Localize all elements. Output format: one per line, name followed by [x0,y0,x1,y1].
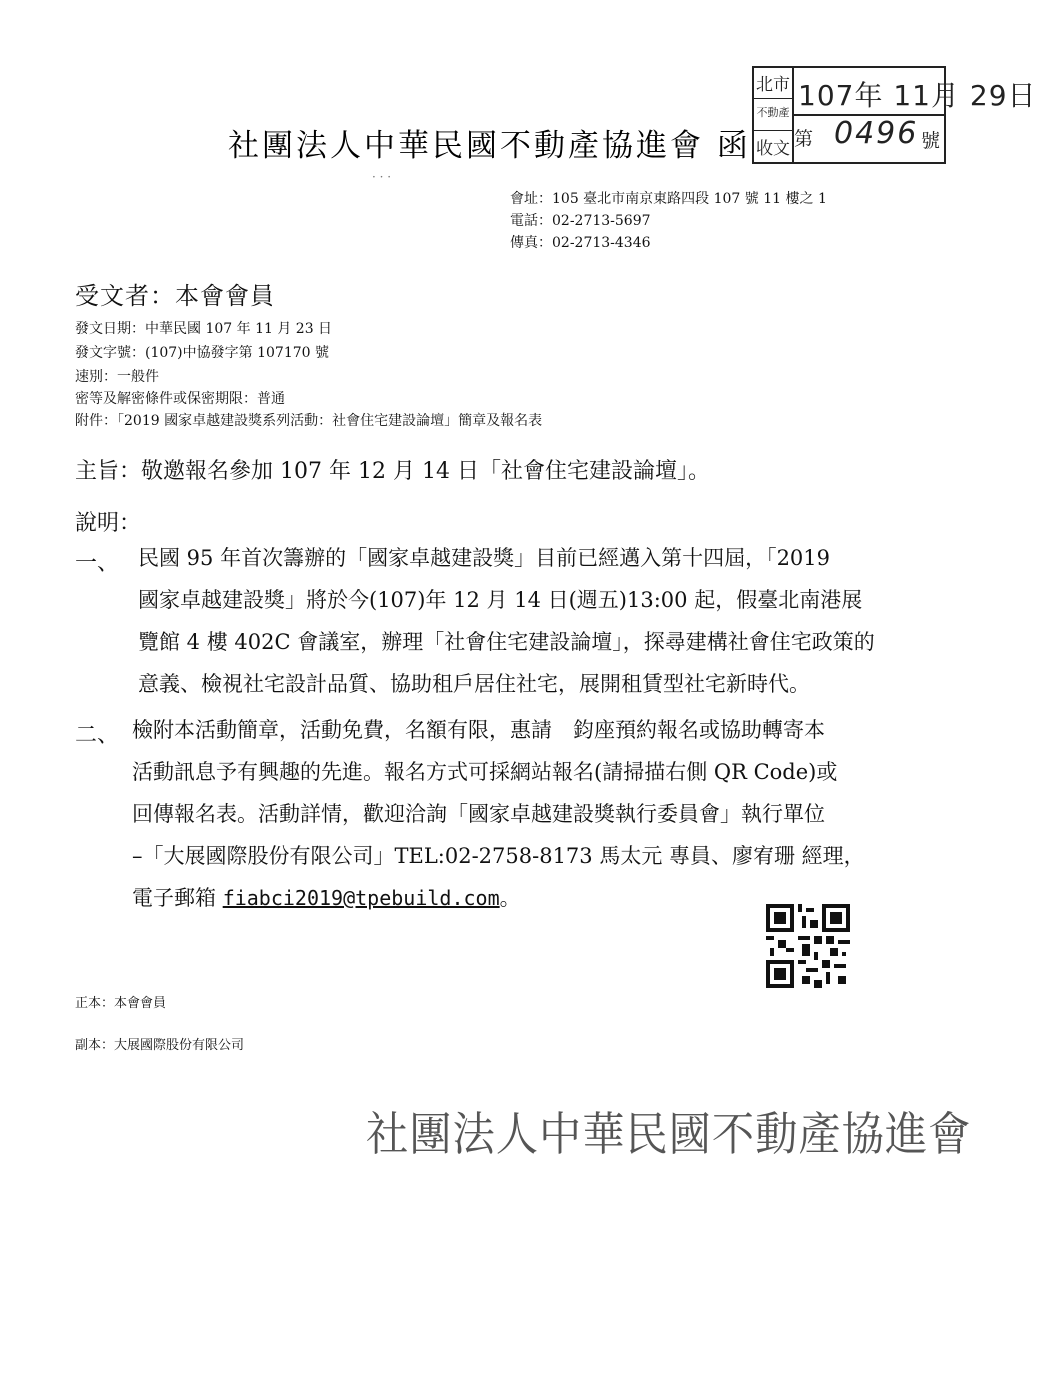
explanation-label: 說明： [75,511,142,536]
item-line: 國家卓越建設獎」將於今(107)年 12 月 14 日(週五)13:00 起，假臺北南港展 [138,588,863,612]
email-end: 。 [499,886,521,910]
stamp-number-suffix: 號 [920,130,940,152]
stamp-date: 107年 11月 29日 [798,79,1037,112]
speed-type: 速別：一般件 [75,369,159,385]
subject: 主旨：敬邀報名參加 107 年 12 月 14 日「社會住宅建設論壇」。 [75,459,710,484]
qr-code [766,904,850,988]
email-label: 電子郵箱 [132,886,223,910]
stamp-divider [754,98,792,99]
attachment: 附件：「2019 國家卓越建設獎系列活動：社會住宅建設論壇」簡章及報名表 [75,413,543,429]
email-line [132,877,865,919]
scan-speck: · · · [372,170,392,184]
item-marker: 一、 [75,551,120,576]
stamp-receive: 收文 [756,139,790,159]
item-line: 意義、檢視社宅設計品質、協助租戶居住社宅，展開租賃型社宅新時代。 [138,672,810,696]
stamp-city: 北市 [756,75,790,95]
doc-number: 發文字號：(107)中協發字第 107170 號 [75,345,329,361]
receipt-stamp [752,66,1037,164]
item-line: 檢附本活動簡章，活動免費，名額有限，惠請 鈞座預約報名或協助轉寄本 [132,718,825,742]
item-line: 活動訊息予有興趣的先進。報名方式可採網站報名(請掃描右側 QR Code)或 [132,760,838,784]
email-link[interactable]: fiabci2019@tpebuild.com [222,886,500,910]
stamp-number: 0496 [834,116,919,151]
original-recipient: 正本：本會會員 [75,996,167,1011]
item-line: 覽館 4 樓 402C 會議室，辦理「社會住宅建設論壇」，探尋建構社會住宅政策的 [138,630,875,654]
document-title: 社團法人中華民國不動產協進會 函 [228,128,751,164]
item-line: 回傳報名表。活動詳情，歡迎洽詢「國家卓越建設獎執行委員會」執行單位 [132,802,825,826]
stamp-number-label: 第 [794,128,814,150]
stamp-org: 不動產 [756,106,790,119]
issue-date: 發文日期：中華民國 107 年 11 月 23 日 [75,321,333,337]
item-line: –「大展國際股份有限公司」TEL:02-2758-8173 馬太元 專員、廖宥珊 經理， [132,844,865,868]
phone: 電話：02-2713-5697 [510,213,651,229]
item-body [138,537,875,705]
security-level: 密等及解密條件或保密期限：普通 [75,391,285,407]
fax: 傳真：02-2713-4346 [510,235,651,251]
stamp-divider [754,130,792,131]
item-line: 民國 95 年首次籌辦的「國家卓越建設獎」目前已經邁入第十四屆，「2019 [138,546,831,570]
copy-recipient: 副本：大展國際股份有限公司 [75,1038,245,1053]
recipient: 受文者：本會會員 [75,282,275,310]
address: 會址：105 臺北市南京東路四段 107 號 11 樓之 1 [510,191,827,207]
organization-seal: 社團法人中華民國不動產協進會 [366,1107,972,1161]
item-body [132,709,865,919]
item-marker: 二、 [75,723,120,748]
